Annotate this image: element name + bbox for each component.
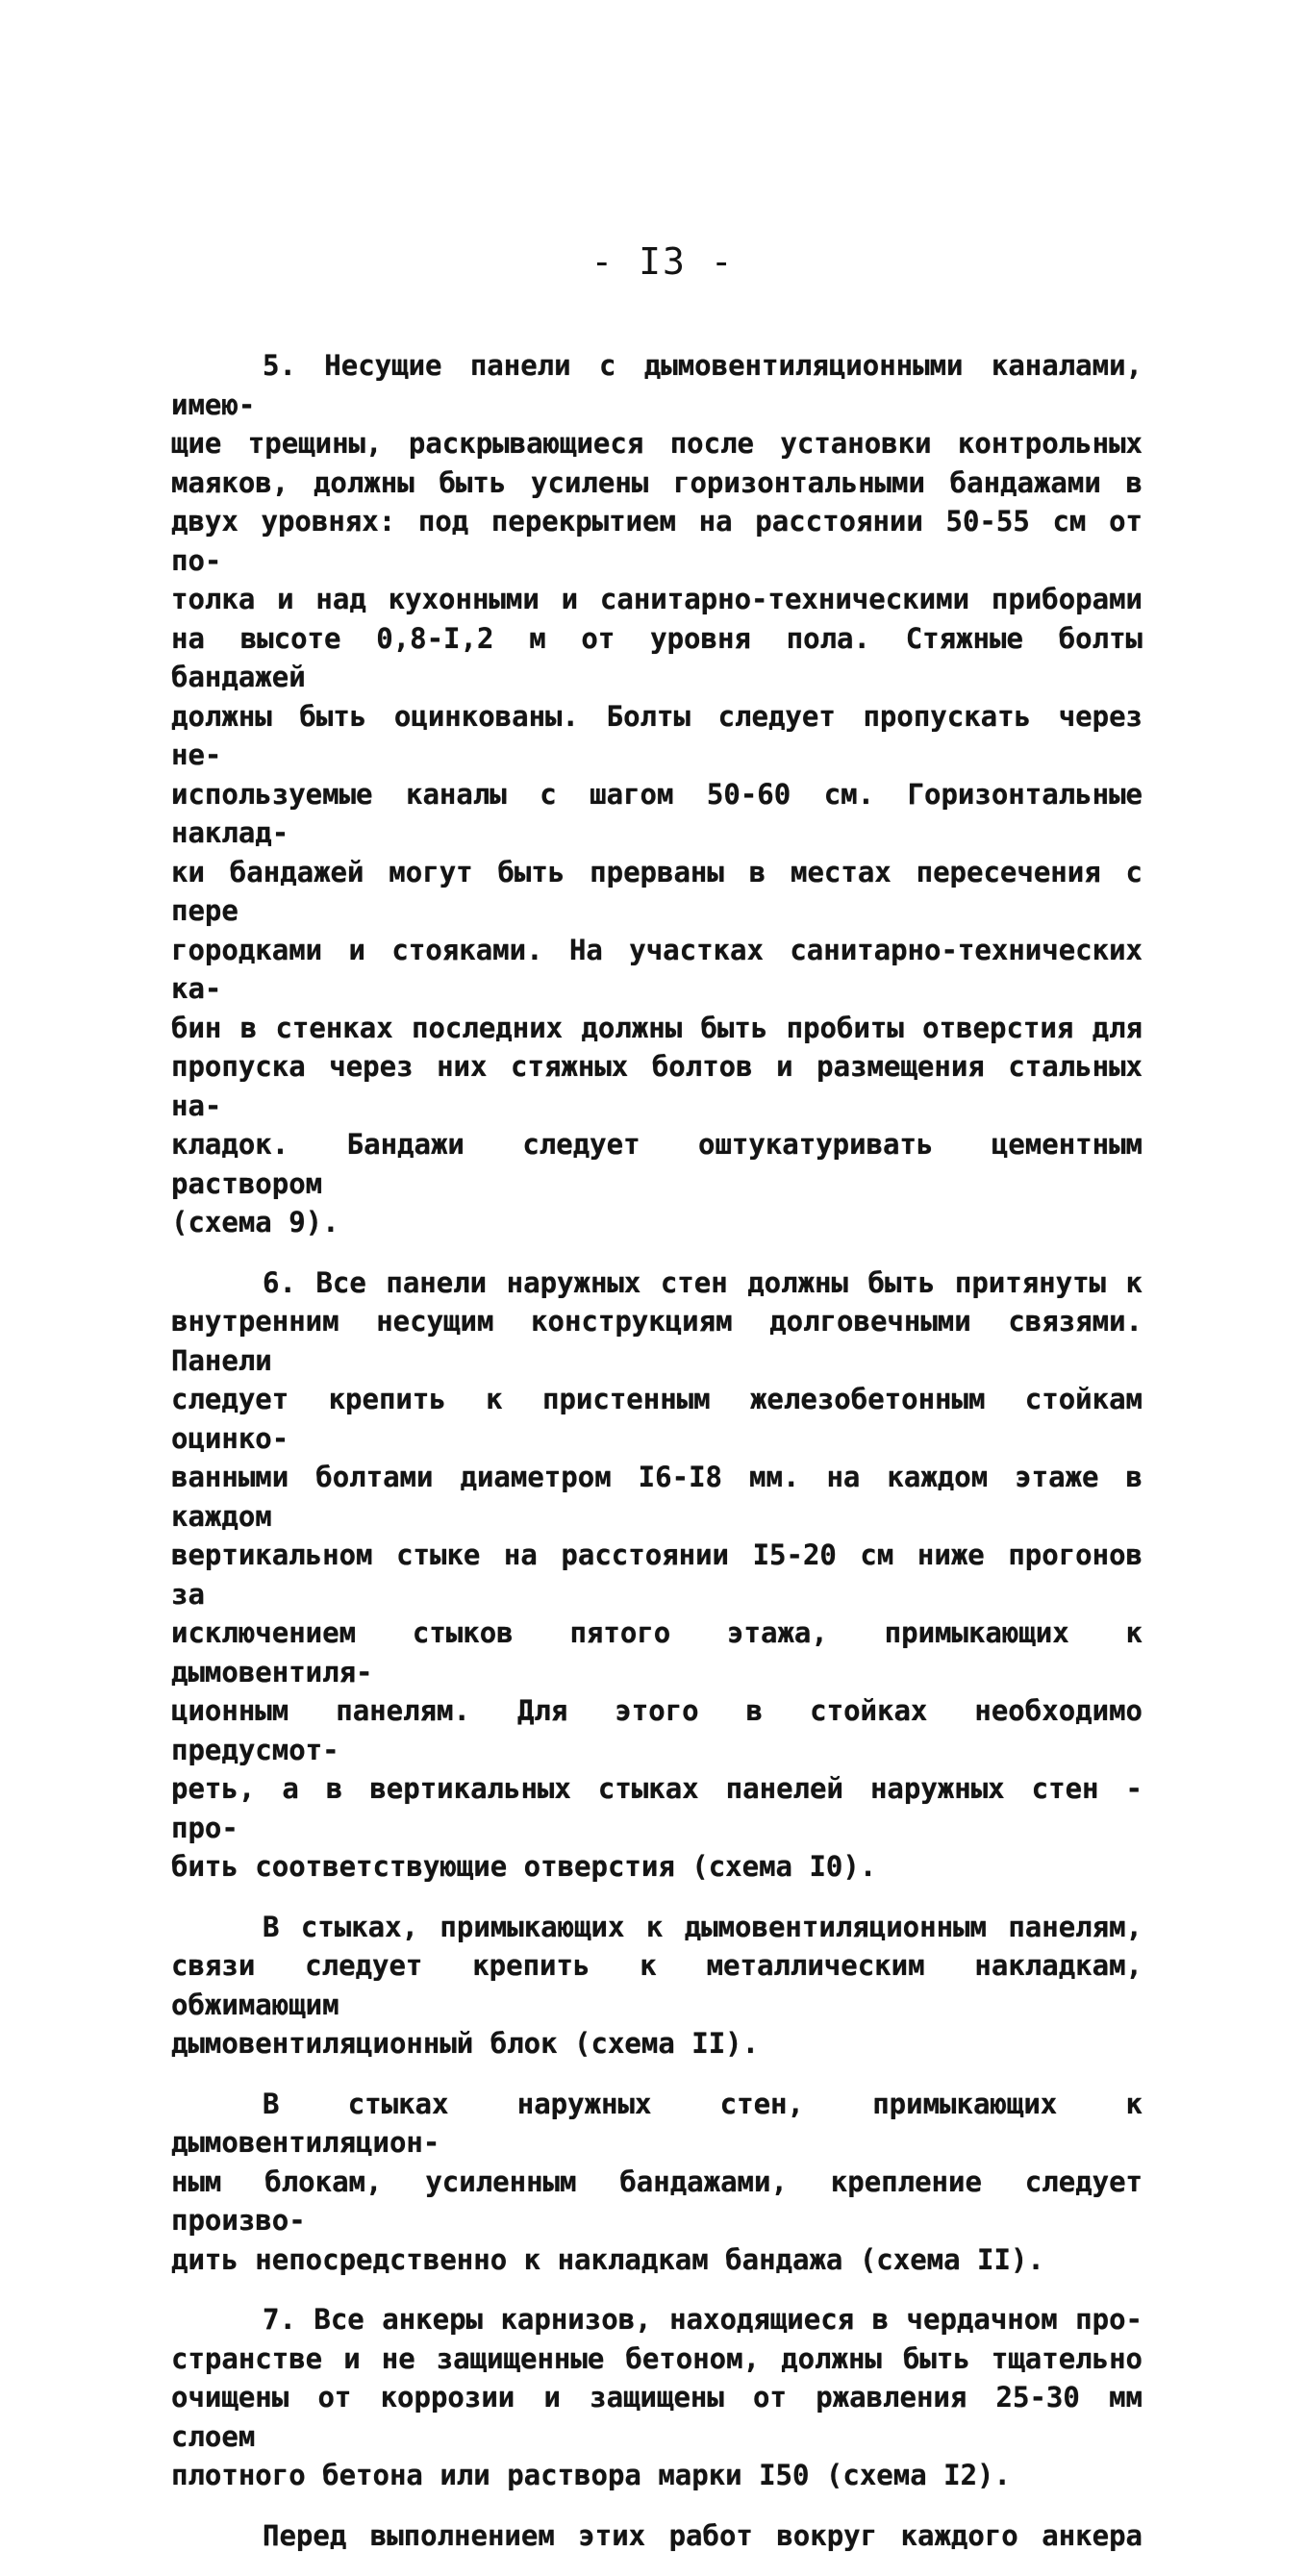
text-line: очищены от коррозии и защищены от ржавления 25-30 мм слоем: [171, 2381, 1143, 2453]
text-line: толка и над кухонными и санитарно-техническими приборами: [171, 583, 1143, 615]
text-line: двух уровнях: под перекрытием на расстоянии 50-55 см от по-: [171, 505, 1143, 577]
text-line: кладок. Бандажи следует оштукатуривать цементным раствором: [171, 1128, 1143, 1200]
text-line: пропуска через них стяжных болтов и размещения стальных на-: [171, 1050, 1143, 1122]
text-line: Перед выполнением этих работ вокруг каждого анкера: [263, 2518, 1143, 2552]
paragraph-7-continuation: [171, 2516, 1143, 2556]
text-line: должны быть оцинкованы. Болты следует пропускать через не-: [171, 699, 1143, 771]
text-line: исключением стыков пятого этажа, примыкающих к дымовентиля-: [171, 1616, 1143, 1688]
paragraph-5: [171, 346, 1143, 1242]
text-line: дымовентиляционный блок (схема II).: [171, 2027, 760, 2060]
text-line: щие трещины, раскрывающиеся после установки контрольных: [171, 427, 1143, 460]
text-line: вертикальном стыке на расстоянии I5-20 см ниже прогонов за: [171, 1538, 1143, 1611]
text-line: странстве и не защищенные бетоном, должны быть тщательно: [171, 2341, 1143, 2375]
text-line: В стыках, примыкающих к дымовентиляционным панелям,: [263, 1910, 1143, 1943]
paragraph-7: [171, 2300, 1143, 2495]
text-line: ванными болтами диаметром I6-I8 мм. на каждом этаже в каждом: [171, 1461, 1143, 1533]
text-line: 7. Все анкеры карнизов, находящиеся в чердачном про-: [263, 2303, 1143, 2336]
text-line: бить соответствующие отверстия (схема I0).: [171, 1850, 877, 1883]
text-line: ционным панелям. Для этого в стойках необходимо предусмот-: [171, 1694, 1143, 1766]
text-line: реть, а в вертикальных стыках панелей наружных стен - про-: [171, 1772, 1143, 1844]
text-line: (схема 9).: [171, 1206, 339, 1238]
text-line: маяков, должны быть усилены горизонтальными бандажами в: [171, 465, 1143, 499]
text-line: 5. Несущие панели с дымовентиляционными каналами, имею-: [171, 349, 1143, 421]
text-line: 6. Все панели наружных стен должны быть притянуты к: [263, 1265, 1143, 1299]
text-line: ки бандажей могут быть прерваны в местах пересечения с пере: [171, 855, 1143, 927]
page-number: - I3 -: [590, 240, 735, 283]
text-line: на высоте 0,8-I,2 м от уровня пола. Стяжные болты бандажей: [171, 621, 1143, 693]
paragraph-6: [171, 1263, 1143, 1887]
document-body: [171, 346, 1143, 2576]
text-line: внутренним несущим конструкциям долговечными связями. Панели: [171, 1305, 1143, 1377]
text-line: используемые каналы с шагом 50-60 см. Горизонтальные наклад-: [171, 777, 1143, 849]
text-line: дить непосредственно к накладкам бандажа (схема II).: [171, 2242, 1044, 2276]
text-line: плотного бетона или раствора марки I50 (схема I2).: [171, 2459, 1011, 2491]
text-line: городками и стояками. На участках санитарно-технических ка-: [171, 933, 1143, 1005]
paragraph-6-outer-walls: [171, 2085, 1143, 2280]
text-line: В стыках наружных стен, примыкающих к дымовентиляцион-: [171, 2087, 1143, 2159]
text-line: связи следует крепить к металлическим накладкам, обжимающим: [171, 1949, 1143, 2021]
text-line: следует крепить к пристенным железобетонным стойкам оцинко-: [171, 1383, 1143, 1455]
text-line: бин в стенках последних должны быть пробиты отверстия для: [171, 1011, 1143, 1044]
paragraph-6-joints: [171, 1908, 1143, 2063]
text-line: ным блокам, усиленным бандажами, крепление следует произво-: [171, 2164, 1143, 2237]
